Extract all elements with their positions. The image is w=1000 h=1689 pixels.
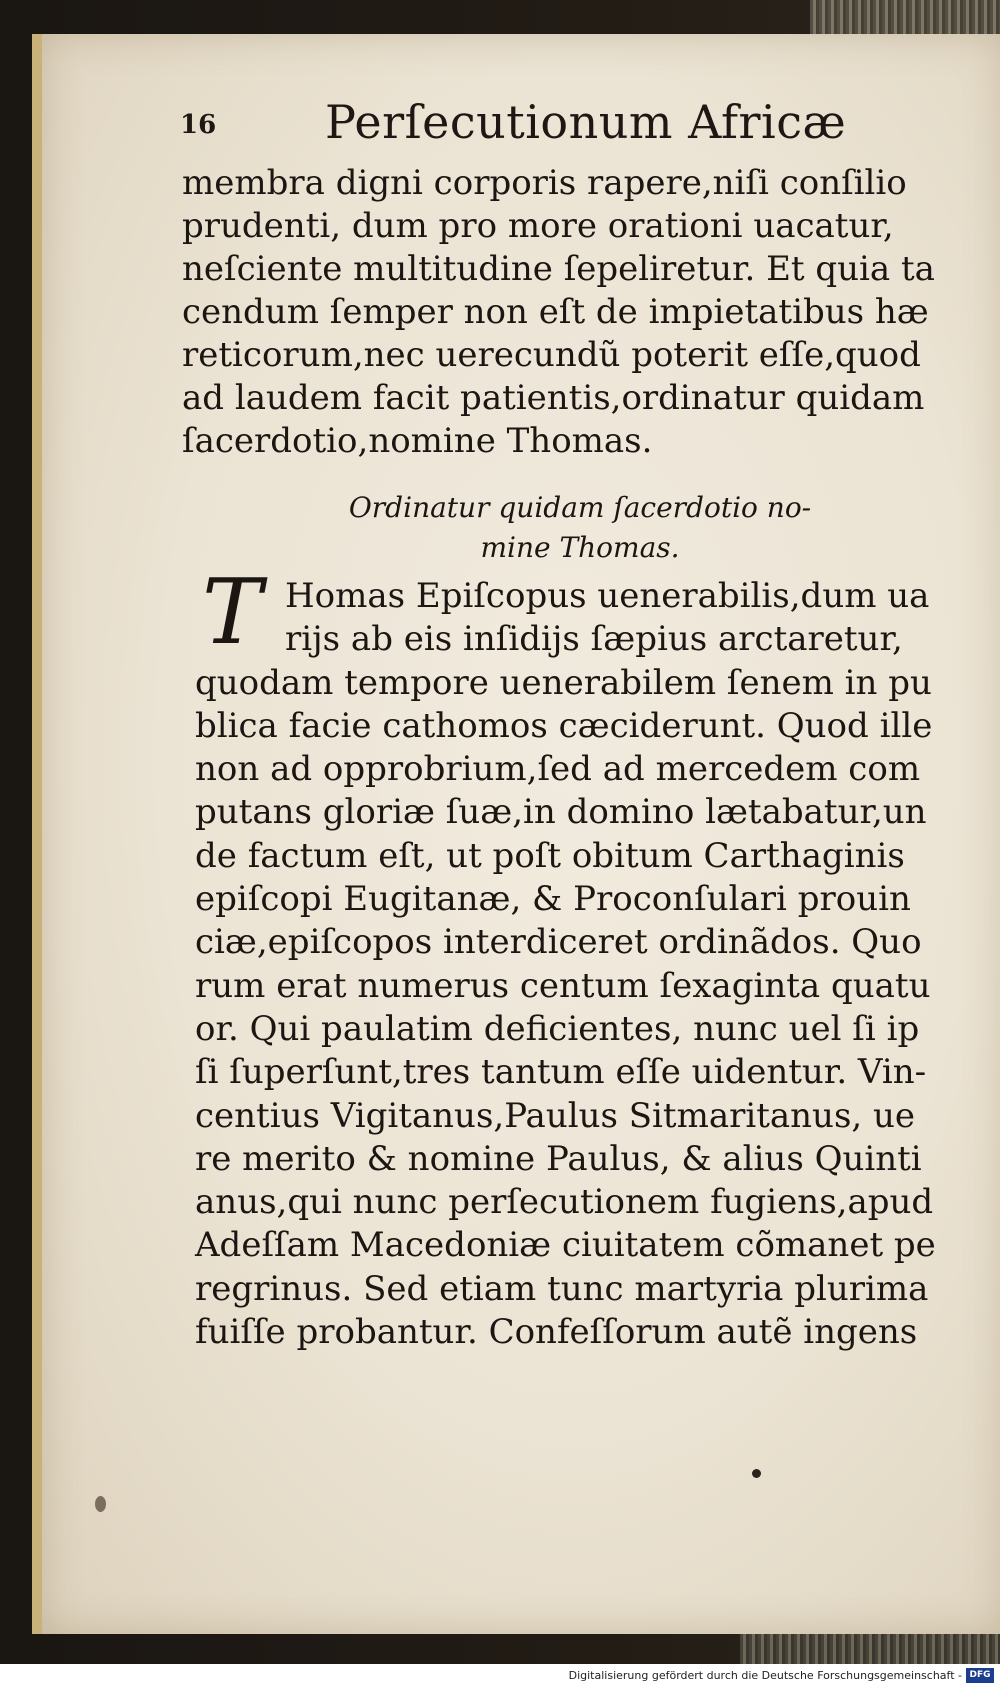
- heading-line: Ordinatur quidam ſacerdotio no-: [348, 491, 812, 524]
- body-text-top: [182, 162, 942, 463]
- text-line: Homas Epiſcopus uenerabilis,dum ua: [285, 576, 930, 616]
- section-heading: [300, 488, 860, 568]
- page-number: 16: [180, 110, 217, 140]
- running-head: Perſecutionum Africæ: [325, 95, 847, 149]
- text-line: Adeſſam Macedoniæ ciuitatem cõmanet pe: [195, 1225, 936, 1266]
- text-line: neſciente multitudine ſepeliretur. Et quia ta: [182, 249, 935, 289]
- drop-cap: T: [202, 560, 263, 665]
- text-line: putans gloriæ ſuæ,in domino lætabatur,un: [195, 792, 927, 833]
- text-line: quodam tempore uenerabilem ſenem in pu: [195, 662, 932, 703]
- heading-line: mine Thomas.: [480, 531, 680, 564]
- text-line: fuiſſe probantur. Confeſſorum autẽ ingens: [195, 1312, 918, 1353]
- text-line: regrinus. Sed etiam tunc martyria plurima: [195, 1268, 929, 1309]
- text-line: ciæ,epiſcopos interdiceret ordinãdos. Quo: [195, 922, 922, 963]
- text-line: ad laudem facit patientis,ordinatur quidam: [182, 378, 925, 418]
- text-line: rijs ab eis inſidijs ſæpius arctaretur,: [285, 619, 903, 660]
- digitization-footer: [0, 1664, 1000, 1689]
- ink-dot: [752, 1469, 761, 1478]
- text-line: de factum eſt, ut poſt obitum Carthaginis: [195, 835, 905, 876]
- text-line: non ad opprobrium,ſed ad mercedem com: [195, 749, 921, 790]
- text-line: centius Vigitanus,Paulus Sitmaritanus, ue: [195, 1095, 916, 1136]
- text-line: cendum ſemper non eſt de impietatibus hæ: [182, 292, 929, 332]
- dfg-logo: DFG: [966, 1668, 994, 1683]
- text-line: ſi ſuperſunt,tres tantum eſſe uidentur. Vin-: [195, 1052, 927, 1093]
- text-line: prudenti, dum pro more orationi uacatur,: [182, 206, 894, 246]
- text-line: or. Qui paulatim deficientes, nunc uel ſi ip: [195, 1008, 920, 1049]
- text-line: epiſcopi Eugitanæ, & Proconſulari prouin: [195, 879, 911, 920]
- text-line: re merito & nomine Paulus, & alius Quinti: [195, 1138, 922, 1179]
- text-line: rum erat numerus centum ſexaginta quatu: [195, 965, 931, 1006]
- body-text-main: [195, 560, 955, 1354]
- text-line: anus,qui nunc perſecutionem fugiens,apud: [195, 1182, 934, 1223]
- text-line: reticorum,nec uerecundũ poterit eſſe,quod: [182, 335, 921, 375]
- ink-blot: [95, 1496, 106, 1512]
- text-line: ſacerdotio,nomine Thomas.: [182, 421, 653, 461]
- text-line: membra digni corporis rapere,niſi conſilio: [182, 163, 907, 203]
- footer-credit: Digitalisierung gefördert durch die Deutsche Forschungsgemeinschaft -: [568, 1669, 962, 1682]
- text-line: blica facie cathomos cæciderunt. Quod ille: [195, 705, 933, 746]
